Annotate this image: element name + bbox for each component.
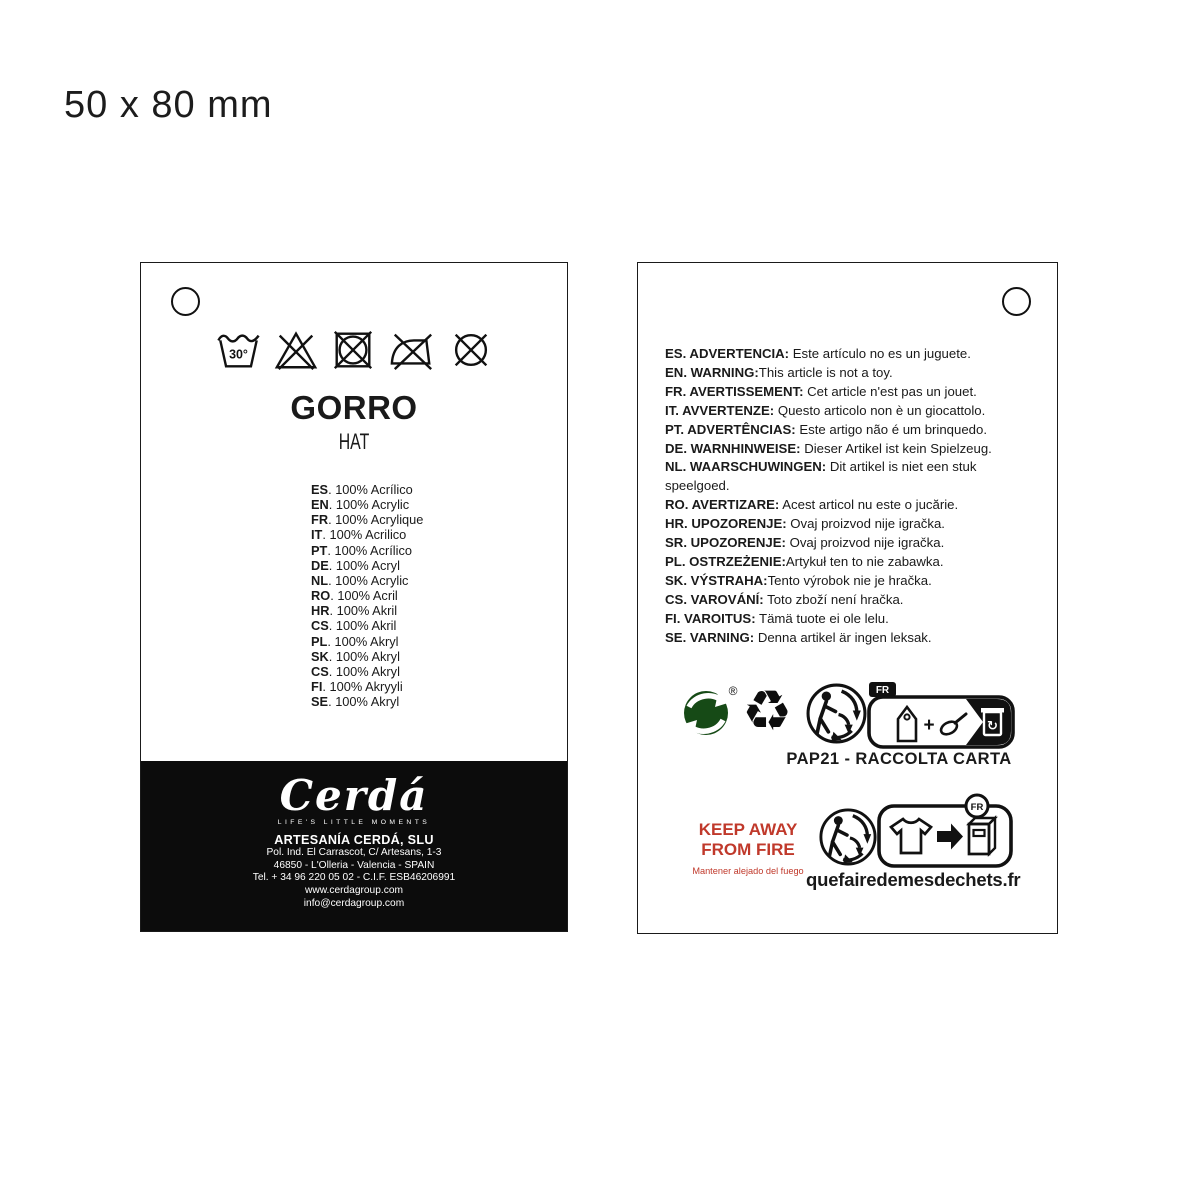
fire-warning-line1: KEEP AWAY xyxy=(698,820,798,839)
triman-icon xyxy=(818,807,878,867)
brand-tagline: LIFE'S LITTLE MOMENTS xyxy=(277,819,431,826)
triman-icon xyxy=(805,682,868,745)
warning-line: PL. OSTRZEŻENIE:Artykuł ten to nie zabawka. xyxy=(665,553,944,569)
product-name: GORRO xyxy=(290,389,418,426)
composition-line: RO. 100% Acril xyxy=(311,588,398,604)
warning-line: FR. AVERTISSEMENT: Cet article n'est pas un jouet. xyxy=(665,383,977,399)
green-dot-icon xyxy=(682,683,740,741)
recycling-mobius-icon: ♻ xyxy=(742,679,793,744)
warning-line: ES. ADVERTENCIA: Este artículo no es un juguete. xyxy=(665,346,971,361)
address-line: Tel. + 34 96 220 05 02 - C.I.F. ESB46206991 xyxy=(252,872,456,884)
wash-30-icon xyxy=(215,327,262,373)
composition-line: PL. 100% Akryl xyxy=(311,633,399,649)
warning-line: SR. UPOZORENJE: Ovaj proizvod nije igračka. xyxy=(665,535,945,551)
composition-line: FI. 100% Akryyli xyxy=(311,679,403,695)
waste-info-url: quefairedemesdechets.fr xyxy=(806,869,1021,890)
product-name-translation: HAT xyxy=(338,429,370,454)
warning-line: SK. VÝSTRAHA:Tento výrobok nie je hračka. xyxy=(665,572,932,588)
bin-recycle-arrow: ↻ xyxy=(987,718,998,733)
warning-line: SE. VARNING: Denna artikel är ingen leksak. xyxy=(665,629,932,645)
brand-email: info@cerdagroup.com xyxy=(303,897,405,909)
do-not-dry-clean-icon xyxy=(448,327,494,373)
composition-line: SK. 100% Akryl xyxy=(311,648,400,664)
fr-label: FR xyxy=(875,685,890,696)
composition-line: CS. 100% Akril xyxy=(311,618,397,634)
brand-website: www.cerdagroup.com xyxy=(305,885,403,897)
svg-text:+: + xyxy=(923,715,935,736)
composition-line: SE. 100% Akryl xyxy=(311,694,400,710)
warnings-list xyxy=(665,345,1021,648)
fire-warning xyxy=(666,820,830,876)
do-not-iron-icon xyxy=(387,327,437,373)
composition-line: HR. 100% Akril xyxy=(311,603,398,619)
care-symbols-row xyxy=(141,327,567,373)
recycling-caption: PAP21 - RACCOLTA CARTA xyxy=(786,750,1012,768)
address-line: 46850 - L'Olleria - Valencia - SPAIN xyxy=(273,859,435,871)
warning-line: NL. WAARSCHUWINGEN: Dit artikel is niet een stuk speelgoed. xyxy=(665,459,977,494)
warning-line: HR. UPOZORENJE: Ovaj proizvod nije igračka. xyxy=(665,516,945,532)
composition-line: DE. 100% Acryl xyxy=(311,557,400,573)
composition-list xyxy=(311,482,423,709)
warning-line: EN. WARNING:This article is not a toy. xyxy=(665,364,893,380)
composition-line: FR. 100% Acrylique xyxy=(311,512,424,528)
composition-line: PT. 100% Acrílico xyxy=(311,542,413,558)
registered-mark: ® xyxy=(728,684,738,698)
back-tag xyxy=(637,262,1058,934)
fr-sorting-tag-plus-string-to-bin-icon xyxy=(867,681,1015,761)
front-tag xyxy=(140,262,568,932)
do-not-bleach-icon xyxy=(273,327,319,373)
warning-line: IT. AVVERTENZE: Questo articolo non è un giocattolo. xyxy=(665,402,986,418)
warning-line: CS. VAROVÁNÍ: Toto zboží není hračka. xyxy=(665,591,904,607)
fr-label: FR xyxy=(970,802,984,813)
warning-line: PT. ADVERTÊNCIAS: Este artigo não é um brinquedo. xyxy=(665,421,988,437)
composition-line: NL. 100% Acrylic xyxy=(311,572,409,588)
fire-warning-line2: FROM FIRE xyxy=(701,839,795,859)
brand-footer xyxy=(141,761,567,931)
composition-line: EN. 100% Acrylic xyxy=(311,497,410,513)
composition-line: ES. 100% Acrílico xyxy=(311,482,413,497)
warning-line: FI. VAROITUS: Tämä tuote ei ole lelu. xyxy=(665,610,889,626)
address-line: Pol. Ind. El Carrascot, C/ Artesans, 1-3 xyxy=(266,847,442,858)
warning-line: RO. AVERTIZARE: Acest articol nu este o jucărie. xyxy=(665,497,959,513)
company-name: ARTESANÍA CERDÁ, SLU xyxy=(274,833,434,847)
do-not-tumble-dry-icon xyxy=(330,327,376,373)
wash-temp-label: 30° xyxy=(228,347,248,362)
size-label: 50 x 80 mm xyxy=(64,84,273,126)
fr-sorting-shirt-to-container-icon xyxy=(877,791,1015,871)
composition-line: CS. 100% Akryl xyxy=(311,663,400,679)
hole-punch xyxy=(1002,287,1031,316)
hole-punch xyxy=(171,287,200,316)
fire-warning-subtext: Mantener alejado del fuego xyxy=(692,866,804,876)
composition-line: IT. 100% Acrilico xyxy=(311,527,407,543)
warning-line: DE. WARNHINWEISE: Dieser Artikel ist kein Spielzeug. xyxy=(665,440,992,456)
cerda-logo: Cerdá xyxy=(279,771,429,820)
